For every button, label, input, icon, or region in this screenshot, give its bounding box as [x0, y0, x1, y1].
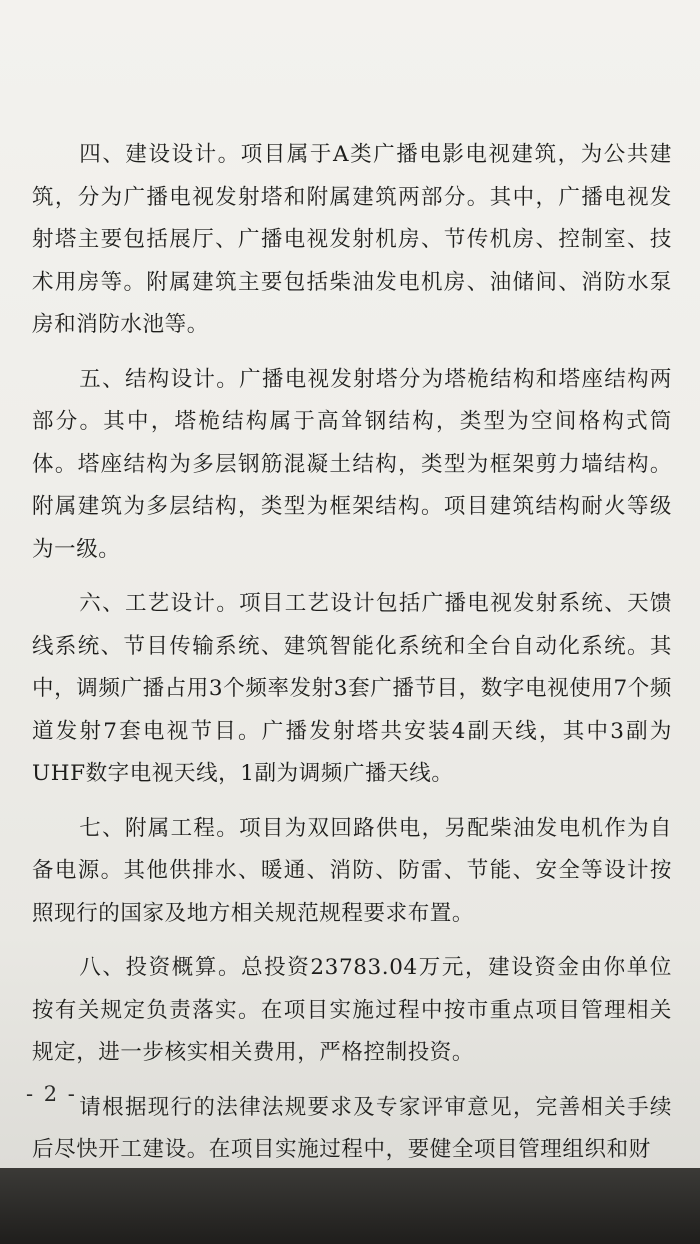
document-body: [32, 134, 672, 1184]
paragraph-investment-estimate: 八、投资概算。总投资23783.04万元，建设资金由你单位按有关规定负责落实。在项目实施过程中按市重点项目管理相关规定，进一步核实相关费用，严格控制投资。: [32, 955, 672, 1065]
paragraph-process-design: 六、工艺设计。项目工艺设计包括广播电视发射系统、天馈线系统、节目传输系统、建筑智能化系统和全台自动化系统。其中，调频广播占用3个频率发射3套广播节目，数字电视使用7个频道发射7套电视节目。广播发射塔共安装4副天线，其中3副为UHF数字电视天线，1副为调频广播天线。: [32, 591, 672, 786]
paragraph-ancillary-works: 七、附属工程。项目为双回路供电，另配柴油发电机作为自备电源。其他供排水、暖通、消防、防雷、节能、安全等设计按照现行的国家及地方相关规范规程要求布置。: [32, 815, 672, 926]
paragraph-structural-design: 五、结构设计。广播电视发射塔分为塔桅结构和塔座结构两部分。其中，塔桅结构属于高耸钢结构，类型为空间格构式筒体。塔座结构为多层钢筋混凝土结构，类型为框架剪力墙结构。附属建筑为多层结构，类型为框架结构。项目建筑结构耐火等级为一级。: [32, 366, 672, 562]
paragraph-building-design: 四、建设设计。项目属于A类广播电影电视建筑，为公共建筑，分为广播电视发射塔和附属建筑两部分。其中，广播电视发射塔主要包括展厅、广播电视发射机房、节传机房、控制室、技术用房等。附属建筑主要包括柴油发电机房、油储间、消防水泵房和消防水池等。: [32, 142, 672, 337]
paragraph-instructions: 请根据现行的法律法规要求及专家评审意见，完善相关手续后尽快开工建设。在项目实施过程中，要健全项目管理组织和财: [32, 1094, 672, 1162]
page-number: - 2 -: [26, 1082, 77, 1106]
page-shadow-edge: [0, 1168, 700, 1244]
